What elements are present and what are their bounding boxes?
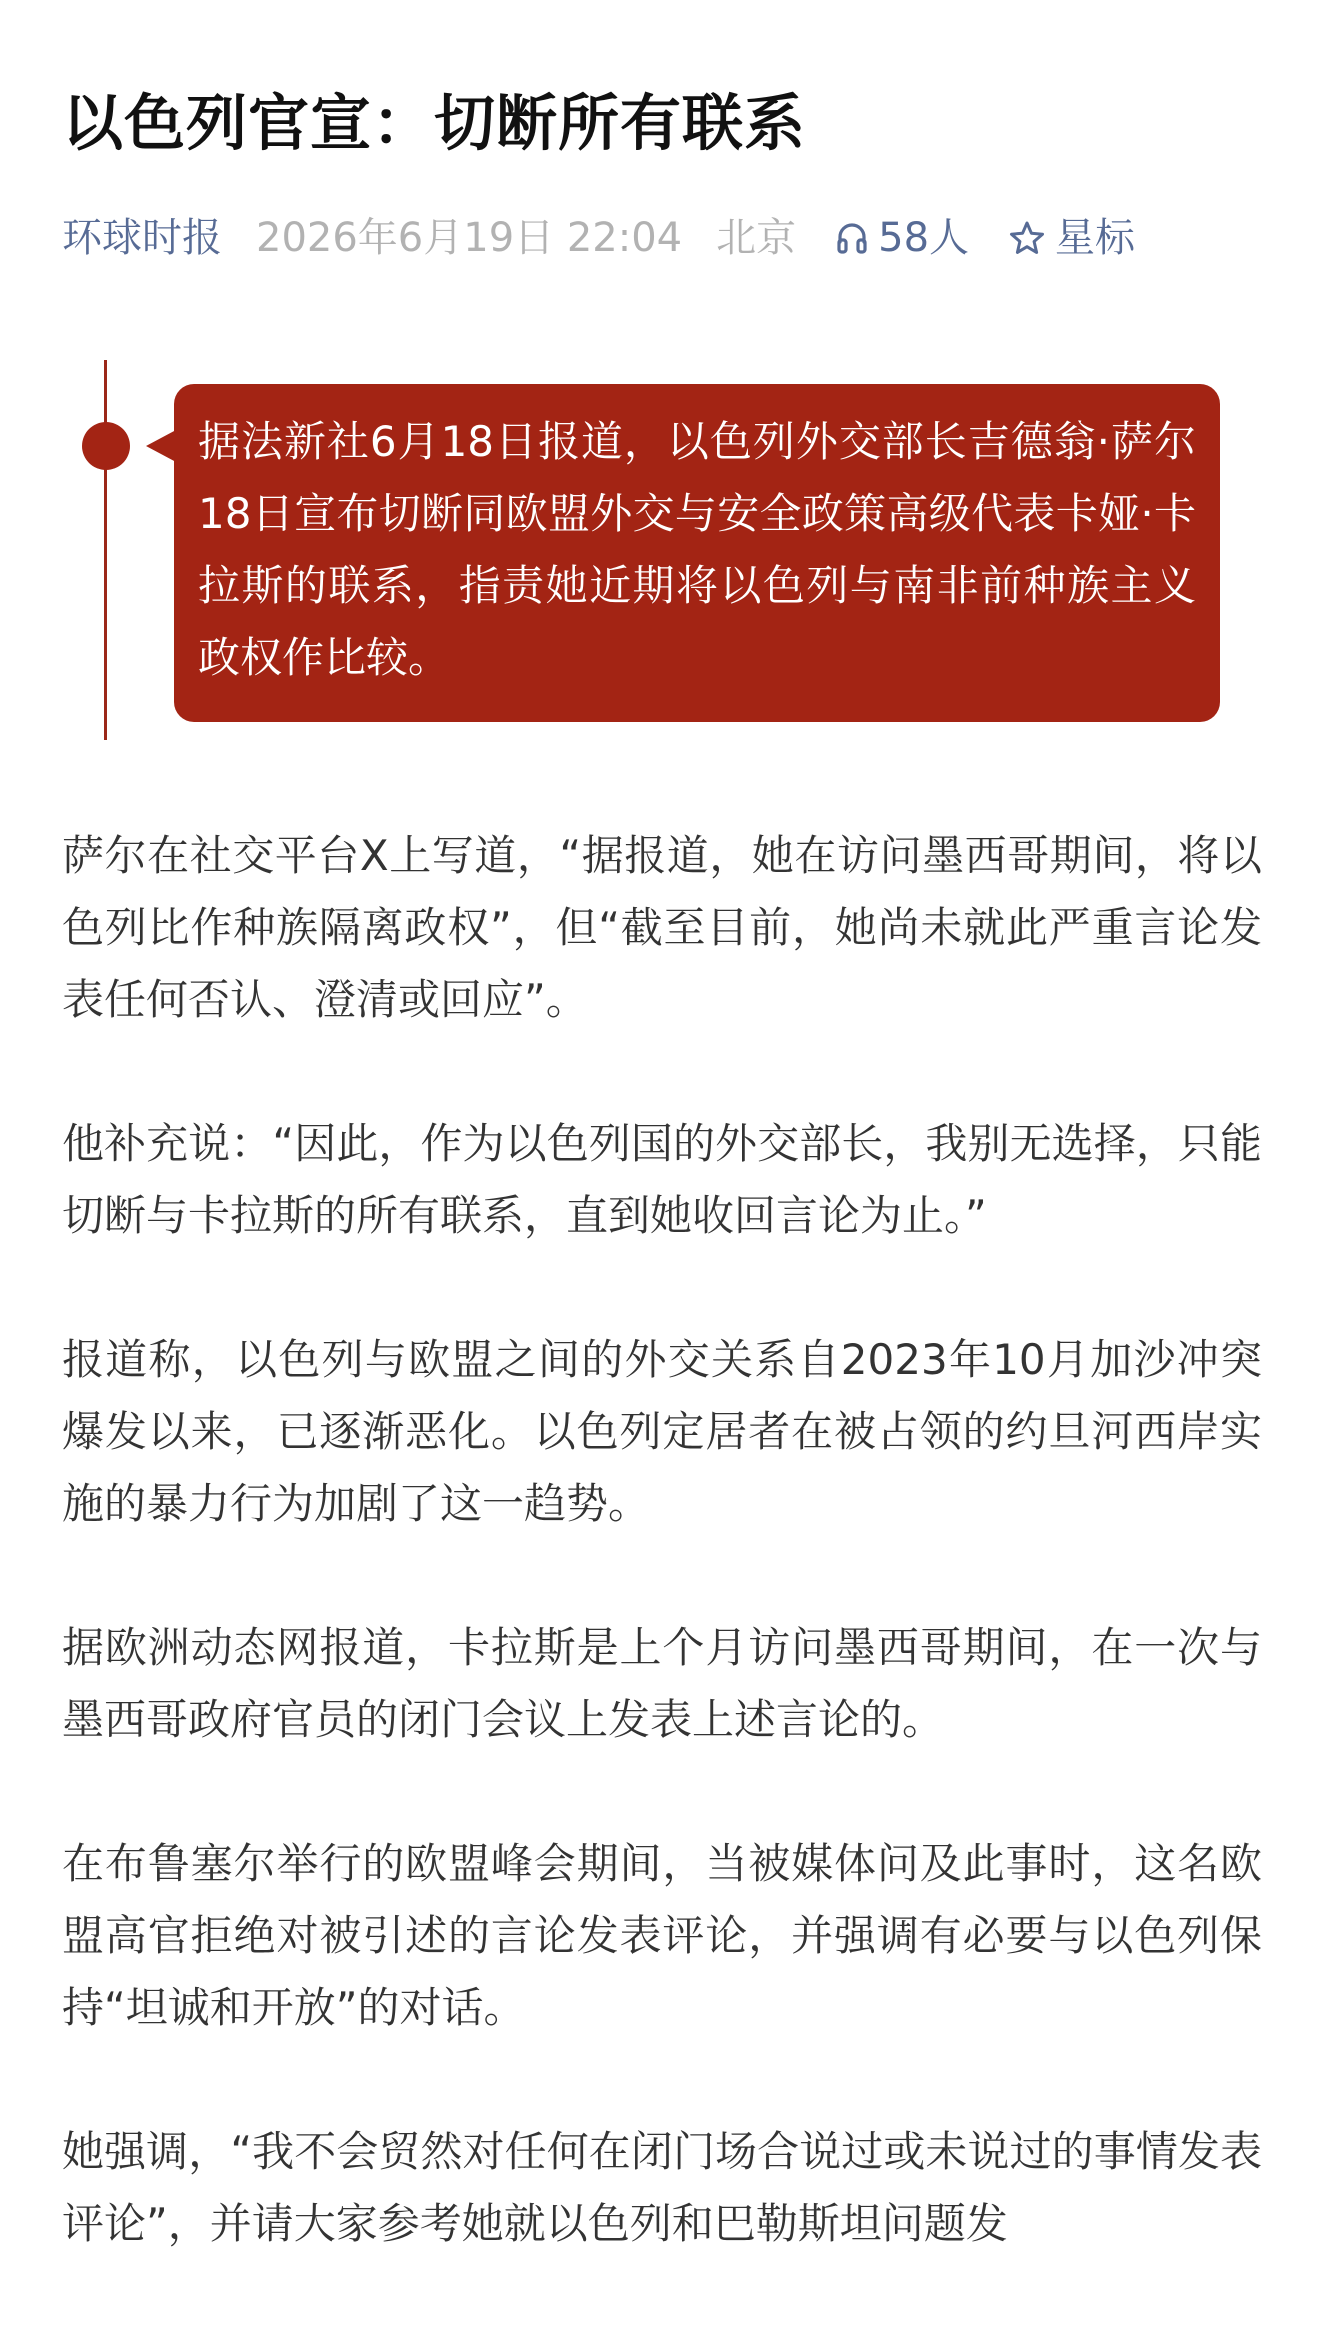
source-link[interactable]: 环球时报: [62, 215, 222, 261]
timeline-line: [104, 360, 107, 740]
article-title: 以色列官宣：切断所有联系: [62, 88, 807, 159]
summary-callout: [0, 360, 1320, 740]
callout-text: 据法新社6月18日报道，以色列外交部长吉德翁·萨尔18日宣布切断同欧盟外交与安全政策高级代表卡娅·卡拉斯的联系，指责她近期将以色列与南非前种族主义政权作比较。: [174, 384, 1220, 722]
publish-location: 北京: [716, 215, 797, 261]
article-meta: [62, 210, 1135, 266]
paragraph: 萨尔在社交平台X上写道，“据报道，她在访问墨西哥期间，将以色列比作种族隔离政权”，但“截至目前，她尚未就此严重言论发表任何否认、澄清或回应”。: [62, 831, 1262, 1024]
publish-date: 2026年6月19日 22:04: [256, 215, 683, 261]
listen-button[interactable]: [836, 210, 969, 266]
paragraph: 她强调，“我不会贸然对任何在闭门场合说过或未说过的事情发表评论”，并请大家参考她就以色列和巴勒斯坦问题发: [62, 2127, 1262, 2248]
star-label: 星标: [1055, 215, 1136, 261]
listener-count: 58人: [878, 215, 970, 261]
star-outline-icon: [1009, 220, 1045, 256]
paragraph: 在布鲁塞尔举行的欧盟峰会期间，当被媒体问及此事时，这名欧盟高官拒绝对被引述的言论发表评论，并强调有必要与以色列保持“坦诚和开放”的对话。: [62, 1839, 1262, 2032]
timeline-dot: [82, 422, 130, 470]
star-button[interactable]: [1009, 210, 1135, 266]
callout-arrow: [146, 430, 176, 462]
article-body: [62, 820, 1262, 2332]
headphones-icon: [836, 221, 868, 255]
paragraph: 他补充说：“因此，作为以色列国的外交部长，我别无选择，只能切断与卡拉斯的所有联系，直到她收回言论为止。”: [62, 1119, 1262, 1240]
paragraph: 据欧洲动态网报道，卡拉斯是上个月访问墨西哥期间，在一次与墨西哥政府官员的闭门会议上发表上述言论的。: [62, 1623, 1262, 1744]
paragraph: 报道称，以色列与欧盟之间的外交关系自2023年10月加沙冲突爆发以来，已逐渐恶化。以色列定居者在被占领的约旦河西岸实施的暴力行为加剧了这一趋势。: [62, 1335, 1262, 1528]
